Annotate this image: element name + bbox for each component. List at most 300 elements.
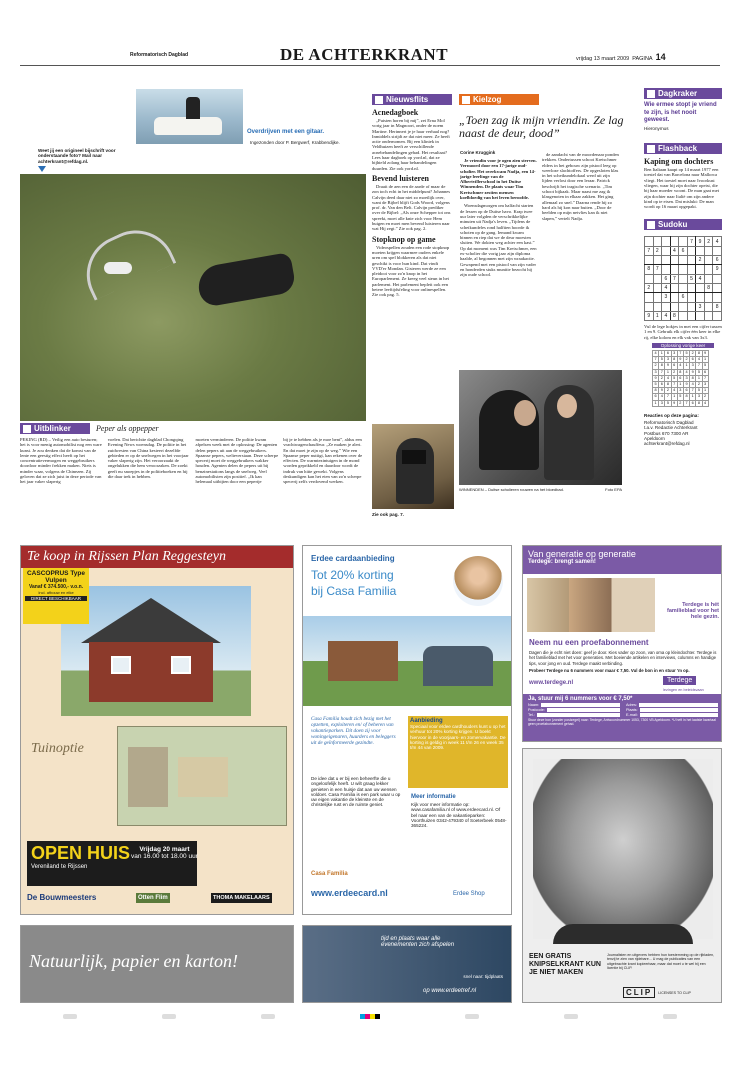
solution-cell: 3 — [696, 394, 702, 400]
solution-cell: 5 — [696, 388, 702, 394]
sudoku-cell[interactable] — [662, 246, 671, 255]
solution-cell: 7 — [659, 369, 665, 375]
sudoku-cell[interactable]: 4 — [696, 274, 705, 283]
solution-cell: 8 — [696, 400, 702, 406]
clip-logo-text: CLIP — [623, 987, 655, 998]
sudoku-cell[interactable] — [704, 246, 713, 255]
face-2 — [557, 394, 577, 418]
sudoku-cell[interactable] — [713, 274, 722, 283]
sudoku-cell[interactable] — [645, 256, 654, 265]
solution-cell: 7 — [677, 351, 683, 357]
tref-url[interactable]: op www.erdeetref.nl — [423, 988, 477, 994]
form-title: Ja, stuur mij 6 nummers voor € 7,50* — [528, 696, 633, 702]
solution-cell: 3 — [677, 388, 683, 394]
house-body — [89, 642, 213, 702]
sudoku-cell[interactable] — [653, 283, 662, 292]
price-burst — [23, 568, 89, 624]
handlebar-shape — [74, 217, 177, 300]
nieuwsflits-header — [372, 94, 452, 105]
direct-badge: DIRECT BESCHIKBAAR — [25, 596, 87, 601]
header-date — [576, 52, 666, 62]
park-photo — [303, 616, 512, 706]
form-note: Stuur deze bon (zonder postzegel) naar: Terdege, Antwoordnummer 1053, 7300 VB Apeldoorn. *U heft in het laatste kwartaal geen proefabonnement gehad. — [528, 718, 716, 726]
reader-note: Weet jij een origineel bijschrift voor onderstaande foto? Mail naar achterkrant@refdag.nl. — [38, 148, 116, 164]
solution-cell: 5 — [659, 357, 665, 363]
page-number: 14 — [655, 52, 666, 62]
sudoku-cell[interactable]: 2 — [696, 256, 705, 265]
ad-papier[interactable] — [20, 925, 294, 1003]
girl-photo — [453, 556, 503, 606]
reg-mark — [162, 1014, 176, 1019]
face-1 — [514, 400, 536, 426]
house-window-2 — [171, 656, 191, 674]
solution-cell: 1 — [690, 394, 696, 400]
house-roof — [81, 598, 221, 643]
time: van 16.00 tot 18.00 uur — [131, 853, 198, 860]
solution-cell: 4 — [659, 394, 665, 400]
sudoku-cell[interactable]: 7 — [653, 265, 662, 274]
terdege-banner — [523, 546, 722, 574]
reg-mark — [564, 1014, 578, 1019]
solution-cell: 1 — [696, 375, 702, 381]
sudoku-cell[interactable] — [687, 293, 696, 302]
price: Vanaf € 374.500,- v.o.n. — [28, 584, 84, 590]
sudoku-cell[interactable]: 4 — [670, 246, 679, 255]
uitblinker-header — [20, 423, 90, 434]
type-title: CASCOPRUS Type Vulpen — [26, 570, 86, 584]
sudoku-cell[interactable]: 1 — [653, 311, 662, 320]
triangle-icon — [38, 166, 46, 172]
box-icon — [23, 425, 31, 433]
sudoku-cell[interactable]: 6 — [679, 293, 688, 302]
terdege-url[interactable]: www.terdege.nl — [529, 680, 574, 686]
open-huis-title: OPEN HUIS — [31, 843, 131, 863]
sudoku-cell[interactable]: 4 — [662, 311, 671, 320]
solution-cell: 5 — [665, 400, 671, 406]
house-window — [111, 656, 131, 674]
form-field[interactable] — [528, 713, 620, 717]
nieuwsflits-column — [372, 94, 452, 298]
erdee-headline-2: bij Casa Familia — [311, 584, 397, 598]
color-bar — [360, 1014, 380, 1019]
sudoku-cell[interactable] — [704, 265, 713, 274]
sudoku-cell[interactable] — [670, 283, 679, 292]
solution-cell: 9 — [702, 351, 708, 357]
sudoku-cell[interactable] — [670, 293, 679, 302]
dagkraker-quote: Wie ermee stopt je vriend te zijn, is het nooit geweest. — [644, 102, 717, 124]
photographer-figure — [396, 438, 434, 504]
sudoku-cell[interactable] — [687, 311, 696, 320]
uitblinker-head — [20, 423, 366, 434]
solution-cell: 4 — [696, 357, 702, 363]
ad-clip[interactable] — [522, 748, 722, 1003]
form-field[interactable] — [528, 703, 620, 707]
form-field-label: Adres: — [626, 703, 637, 707]
page-label: PAGINA — [632, 56, 653, 62]
sudoku-cell[interactable] — [670, 302, 679, 311]
sudoku-cell[interactable] — [653, 237, 662, 246]
sudoku-cell[interactable] — [696, 283, 705, 292]
uitblinker-row — [20, 423, 366, 434]
sudoku-cell[interactable] — [704, 274, 713, 283]
sudoku-cell[interactable] — [687, 302, 696, 311]
sudoku-cell[interactable] — [662, 265, 671, 274]
solution-cell: 8 — [665, 381, 671, 387]
sudoku-cell[interactable] — [687, 283, 696, 292]
grip-shape — [104, 262, 132, 274]
flashback-title: Kaping om dochters — [644, 157, 714, 167]
kielzog-header — [459, 94, 539, 105]
solution-cell: 8 — [690, 375, 696, 381]
sudoku-cell[interactable] — [713, 311, 722, 320]
solution-cell: 4 — [702, 400, 708, 406]
sudoku-cell[interactable]: 6 — [679, 246, 688, 255]
nieuwsflits-label: Nieuwsflits — [386, 95, 429, 104]
sudoku-cell[interactable] — [679, 302, 688, 311]
sudoku-cell[interactable] — [670, 256, 679, 265]
rijssen-banner: Te koop in Rijssen Plan Reggesteyn — [21, 546, 294, 568]
terdege-banner-1: Van generatie op generatie — [528, 549, 636, 559]
solution-cell: 4 — [653, 351, 659, 357]
uitblinker-col-1: PEKING (RD) – Veilig een auto besturen; het is voor menig automobilist nog een ware kunst. Je zou denken dat de komst van de lente een geestig effect heeft op het concentratievermogen en weggebruikers doordoor minder frekken maken. Niets is minder waar, volgens de Chinezen. Zij geloven dat ze zich juist in deze periode van het jaar vaker slaperig — [20, 437, 102, 485]
sudoku-cell[interactable] — [679, 237, 688, 246]
solution-cell: 8 — [659, 363, 665, 369]
solution-cell: 4 — [683, 369, 689, 375]
form-field[interactable] — [626, 703, 718, 707]
sudoku-cell[interactable] — [645, 293, 654, 302]
sudoku-cell[interactable]: 8 — [670, 311, 679, 320]
solution-cell: 1 — [702, 357, 708, 363]
solution-cell: 9 — [659, 388, 665, 394]
sudoku-cell[interactable]: 8 — [704, 283, 713, 292]
sudoku-cell[interactable] — [704, 256, 713, 265]
solution-cell: 2 — [683, 357, 689, 363]
solution-cell: 9 — [653, 375, 659, 381]
sudoku-cell[interactable] — [653, 293, 662, 302]
sudoku-cell[interactable] — [679, 311, 688, 320]
solution-cell: 2 — [671, 369, 677, 375]
flashback-header — [644, 143, 722, 154]
camera-shape — [402, 450, 426, 464]
sudoku-cell[interactable]: 2 — [653, 246, 662, 255]
solution-cell: 6 — [683, 388, 689, 394]
solution-cell: 2 — [653, 363, 659, 369]
casa-logo: Casa Familia — [311, 871, 348, 877]
sudoku-cell[interactable]: 9 — [713, 265, 722, 274]
erdee-headline-1: Tot 20% korting — [311, 568, 394, 582]
erdee-shop: Erdee Shop — [453, 891, 485, 897]
form-field-input[interactable] — [547, 708, 620, 712]
uitblinker-col-4: bij je te hebben als je moe bent”, aldus een vrachtwagenchauffeur. „Ze maken je alert. En dat moet je zijn op de weg.” Wie een Spaanse peper nuttigt, kan rekenen over de effecten. De warmtezintuigen in de mond worden geprikkeld en daardoor wordt de indruk van hitte gewekt. Volgens deskundigen kan het eten van zo'n scherpe specerij zelfs verdovend werken. — [283, 437, 363, 485]
reacties-label: Reacties op deze pagina: — [644, 412, 699, 418]
solution-cell: 9 — [683, 381, 689, 387]
terdege-logo-sub: lezingen en beleidsvaan — [663, 688, 704, 692]
sudoku-cell[interactable]: 8 — [645, 265, 654, 274]
solution-cell: 4 — [690, 381, 696, 387]
proef-price: Probeer Terdege nu 6 nummers voor maar € 7,50. Vul de bon in en stuur 'm op. — [529, 668, 690, 673]
kielzog-col-2 — [542, 152, 619, 370]
solution-cell: 5 — [683, 351, 689, 357]
solution-cell: 1 — [683, 363, 689, 369]
solution-cell: 1 — [677, 381, 683, 387]
sudoku-cell[interactable]: 8 — [713, 302, 722, 311]
sudoku-cell[interactable] — [713, 246, 722, 255]
form-field[interactable] — [626, 713, 718, 717]
sudoku-cell[interactable] — [704, 293, 713, 302]
sudoku-cell[interactable] — [696, 293, 705, 302]
erdee-url[interactable]: www.erdeecard.nl — [311, 888, 388, 898]
sudoku-cell[interactable]: 4 — [662, 283, 671, 292]
erdee-title: Erdee cardaanbieding — [311, 554, 395, 563]
solution-cell: 8 — [671, 357, 677, 363]
uitblinker-title: Peper als oppepper — [96, 424, 159, 433]
solution-cell: 7 — [683, 400, 689, 406]
sudoku-cell[interactable] — [696, 246, 705, 255]
sudoku-cell[interactable] — [704, 311, 713, 320]
sudoku-cell[interactable] — [653, 256, 662, 265]
clip-body: Journalisten en uitgevers hebben hun toestemming op de rijbladen, tenzij te zien van rijdebare... U mag de publicaties van een uitgebrachte krant kopieerbaar, maar dat moet u te wel bij een licentie bij CLIP. — [607, 953, 715, 971]
sudoku-cell[interactable] — [704, 302, 713, 311]
solution-cell: 2 — [696, 381, 702, 387]
logo-thoma: THOMA MAKELAARS — [213, 895, 270, 901]
sudoku-cell[interactable] — [645, 237, 654, 246]
form-field[interactable] — [626, 708, 718, 712]
box-icon — [375, 96, 383, 104]
photo-caption-body: Ingezonden door P. Bergwerf, Krabbendijke. — [250, 140, 340, 145]
nieuwsflits-body-1: „Puisten horen bij mij”, zei Erna Mol vorig jaar in Magnoort, onder de noem Martine. Herinnert je je haar verhaal nog? Inmiddels strijdt ze dat niet meer. Ze heeft actie ondernomen. Bij een kliniek in Veldhuizen heeft ze verschillende acnebehandelingen gehad. Het resultaat? Lees haar dagboek op yord.nl, dat ze bijhield zolang haar behandelingen duurden. Zie ook yord.nl. — [372, 118, 450, 171]
solution-cell: 1 — [702, 388, 708, 394]
proef-title: Neem nu een proefabonnement — [529, 638, 649, 647]
solution-cell: 6 — [690, 400, 696, 406]
box-icon — [462, 96, 470, 104]
sudoku-cell[interactable] — [645, 274, 654, 283]
box-icon — [647, 145, 655, 153]
solution-cell: 3 — [702, 381, 708, 387]
sudoku-solution — [652, 350, 709, 407]
sudoku-cell[interactable]: 9 — [645, 311, 654, 320]
sudoku-cell[interactable]: 6 — [713, 256, 722, 265]
solution-cell: 4 — [677, 363, 683, 369]
sudoku-label: Sudoku — [658, 220, 688, 230]
erdee-intro: Casa Familia houdt zich bezig met het opzetten, exploiteren en/ of beheren van vakantieparken. Dit doen zij voor woningeigenaren, huurders en beleggers uit de geïnformeerde gezindte. — [311, 716, 396, 747]
garden-plan — [117, 726, 287, 826]
solution-cell: 1 — [671, 394, 677, 400]
box-icon — [647, 90, 655, 98]
sudoku-cell[interactable]: 3 — [662, 293, 671, 302]
tref-small: snel naar: tijdplaats — [463, 974, 503, 979]
solution-cell: 6 — [702, 369, 708, 375]
sudoku-cell[interactable] — [653, 302, 662, 311]
solution-cell: 3 — [659, 400, 665, 406]
solution-label: Oplossing vorige keer — [652, 343, 714, 348]
terdege-side: Terdege is hét familieblad voor het hele gezin. — [667, 602, 719, 620]
solution-cell: 3 — [653, 369, 659, 375]
sudoku-cell[interactable]: 5 — [687, 274, 696, 283]
sudoku-cell[interactable] — [713, 293, 722, 302]
sudoku-cell[interactable]: 7 — [670, 274, 679, 283]
dagkraker-label: Dagkraker — [658, 89, 698, 98]
sudoku-grid[interactable] — [644, 236, 722, 321]
tuinoptie-label: Tuinoptie — [31, 741, 84, 756]
sudoku-cell[interactable] — [653, 274, 662, 283]
solution-cell: 8 — [677, 369, 683, 375]
solution-cell: 3 — [683, 375, 689, 381]
sudoku-cell[interactable]: 3 — [696, 302, 705, 311]
sudoku-cell[interactable]: 4 — [713, 237, 722, 246]
cabin — [328, 641, 398, 681]
section-title: DE ACHTERKRANT — [280, 45, 449, 64]
sudoku-cell[interactable] — [687, 265, 696, 274]
solution-cell: 1 — [665, 369, 671, 375]
solution-cell: 7 — [690, 388, 696, 394]
uitblinker-col-3: moeten verminderen. De politie kwam afpelsen week met de oplossing: De agenten delen pepers uit aan de weggebruikers. Spaanse pepers, welteverstaan. Deze scherpe specerij moet de weggebruikers wakker houden. Agenten delen de pepers uit bij benzinestations langs de snelweg. Veel automobilisten zijn positief. „Ik kan helemaal uitbijten door een pepertje — [195, 437, 279, 485]
sudoku-cell[interactable]: 9 — [696, 237, 705, 246]
clip-logo-sub: LICENSES TO CLIP — [658, 990, 691, 995]
paper-name: Reformatorisch Dagblad — [130, 52, 189, 58]
right-column — [644, 88, 722, 446]
form-field-label: Postcode: — [528, 708, 545, 712]
sudoku-cell[interactable]: 6 — [662, 274, 671, 283]
sudoku-cell[interactable] — [696, 265, 705, 274]
form-field-input[interactable] — [639, 703, 718, 707]
mourning-caption-text: WINNENDEN – Duitse scholieren rouwen na het bloedbad. — [459, 487, 564, 492]
nieuwsflits-body-3: Videospellen zouden een rode stopknop moeten krijgen waarmee ouders enkele uren om spel blokkeren als dat niet geschikt is voor hun kind. Dat vindt VVD'er Mondan. Gisteren werde ze een pleidooi voor zo'n knop in het Europarlement. Ze kreeg veel steun in het parlement. Het parlement bepleit ook een betere leeftijdsfeling voor onlinespellen. Zie ook pag. 5. — [372, 244, 450, 298]
erdee-offer-box — [408, 716, 508, 788]
solution-cell: 5 — [671, 375, 677, 381]
ad-erdee-tref[interactable] — [302, 925, 512, 1003]
form-field-label: Plaats: — [626, 708, 638, 712]
sudoku-cell[interactable] — [687, 246, 696, 255]
solution-cell: 6 — [690, 357, 696, 363]
box-icon — [647, 221, 655, 229]
solution-cell: 7 — [696, 363, 702, 369]
magazine-covers — [527, 578, 655, 632]
photo-caption-title: Overdrijven met een gitaar. — [247, 129, 325, 135]
solution-cell: 4 — [665, 375, 671, 381]
solution-cell: 8 — [653, 388, 659, 394]
uitblinker-col-2: voelen. Dat berichtte dagblad Chongqing Evening News woensdag. De politie in het zuidwesten van China kesteert dezelfde gebieden er op de snelwegen in het voorjaar vaker slaperig zijn. Het veroorzaakt de ongelukken die hem veroorzaken. De zoekt geeft nu snoepjes in de politieboeken en hij die daar trek in hebben. — [107, 437, 189, 480]
form-field-input[interactable] — [537, 713, 620, 717]
sudoku-cell[interactable] — [662, 237, 671, 246]
solution-cell: 3 — [665, 357, 671, 363]
solution-cell: 2 — [677, 400, 683, 406]
kielzog-label: Kielzog — [473, 95, 502, 104]
sudoku-cell[interactable]: 2 — [704, 237, 713, 246]
solution-cell: 8 — [696, 351, 702, 357]
solution-cell: 6 — [659, 381, 665, 387]
page-header — [20, 44, 720, 66]
terdege-banner-2: Terdege: brengt samen! — [528, 559, 596, 565]
terdege-logo — [663, 676, 696, 685]
sudoku-cell[interactable] — [670, 237, 679, 246]
house-image — [61, 586, 251, 716]
kielzog-body-2: de aandacht van de moordenaar ponden trekken. Ondertussen schoot Kretschmer elders in het gebouw zijn pistool leeg op weerloze slachtoffers. De opgeslоten klas in het scheikundelokaal werd uit zijn lijden verlost door een leraar. Patrick beschrijft het tragische scenario. „Tim schoot bijkaak. Maar naast me zag ik klasgenoten in elkaar zakken. Het ging allemaal zo snel.” Daarna rende hij zo hard als hij kon naar buiten. „Door de beelden op mijn netvlies kan ik niet slapen,” vertelt Nadja. — [542, 152, 619, 221]
sudoku-cell[interactable] — [662, 256, 671, 265]
sudoku-cell[interactable] — [679, 265, 688, 274]
form-field[interactable] — [528, 708, 620, 712]
kielzog-intro: Je vriendin voor je ogen zien sterven. Vermoord door een 17-jarige oud-scholier. Het overkwam Nadja, een 14-jarige leerlinge van de Albertvillerschool in het Duitse Winnenden. De plaats waar Tim Kretschmer zestien mensen koelbloedig van het leven beroofde. — [460, 158, 537, 201]
form-field-input[interactable] — [640, 713, 718, 717]
sudoku-cell[interactable] — [713, 283, 722, 292]
kielzog-byline: Corine Kruggink — [460, 150, 496, 155]
man-shoulders — [553, 924, 693, 944]
dagkraker-source: Hieronymus — [644, 125, 669, 131]
price-note: Incl. afbouw en elke — [38, 590, 74, 595]
tref-text: tijd en plaats waar alle evenementen zich afspelen — [381, 936, 455, 948]
nieuwsflits-title-2: Bevend luisteren — [372, 173, 429, 183]
bicycle-photo — [20, 174, 366, 421]
nieuwsflits-title-1: Acnedagboek — [372, 108, 419, 117]
sudoku-cell[interactable] — [670, 265, 679, 274]
boat-photo — [136, 89, 243, 144]
man-figure — [186, 97, 200, 119]
ad-erdee[interactable] — [302, 545, 512, 915]
solution-cell: 8 — [683, 394, 689, 400]
ad-rijssen[interactable] — [20, 545, 294, 915]
sudoku-cell[interactable]: 2 — [645, 283, 654, 292]
uitblinker-label: Uitblinker — [34, 424, 71, 433]
terdege-form[interactable] — [523, 694, 722, 742]
sudoku-cell[interactable] — [687, 256, 696, 265]
open-huis-date — [131, 846, 198, 860]
solution-cell: 7 — [653, 357, 659, 363]
date-text: vrijdag 13 maart 2009 — [576, 56, 630, 62]
kielzog-col-1 — [460, 158, 537, 368]
solution-cell: 6 — [677, 375, 683, 381]
form-field-label: E-mail: — [626, 713, 638, 717]
sudoku-cell[interactable] — [645, 302, 654, 311]
solution-cell: 6 — [665, 351, 671, 357]
solution-cell: 3 — [671, 351, 677, 357]
proef-body: Dagen die je echt niet doen: geef je door. Kies vader op zoon, van oma op kleindochter. Terdege is het familieblad met het voor generaties. Met boeiende artikelen en interviews, columns en handige tips, voor jong en oud. Terdege maakt verbinding. — [529, 650, 717, 666]
sudoku-cell[interactable] — [679, 274, 688, 283]
mourning-caption — [459, 487, 622, 492]
form-fields — [528, 703, 718, 717]
dagkraker-header — [644, 88, 722, 99]
solution-cell: 1 — [659, 351, 665, 357]
solution-cell: 7 — [665, 394, 671, 400]
terdege-logo-text: Terdege — [667, 677, 693, 684]
sudoku-cell[interactable]: 7 — [687, 237, 696, 246]
plan-terrace — [178, 757, 228, 797]
ad-terdege[interactable] — [522, 545, 722, 742]
sudoku-cell[interactable] — [696, 311, 705, 320]
offer-title: Aanbieding — [410, 718, 443, 724]
form-field-input[interactable] — [541, 703, 620, 707]
sudoku-cell[interactable] — [679, 256, 688, 265]
solution-cell: 5 — [696, 369, 702, 375]
photographer-photo — [372, 424, 454, 509]
sudoku-header — [644, 219, 722, 230]
more-body: Kijk voor meer informatie op: www.casafamilia.nl of www.erdeecard.nl. Of bel naar een van de vakantieparken: Voorthuizen 0342-479340 of Soeterbeek 0548-365224. — [411, 802, 507, 829]
registration-marks — [20, 1012, 720, 1020]
sudoku-cell[interactable] — [662, 302, 671, 311]
sudoku-cell[interactable]: 7 — [645, 246, 654, 255]
sudoku-cell[interactable] — [679, 283, 688, 292]
form-field-label: Tel.: — [528, 713, 535, 717]
solution-cell: 4 — [671, 388, 677, 394]
form-field-input[interactable] — [640, 708, 718, 712]
solution-cell: 3 — [690, 363, 696, 369]
papier-text: Natuurlijk, papier en karton! — [29, 951, 238, 971]
solution-cell: 2 — [690, 351, 696, 357]
reg-mark — [63, 1014, 77, 1019]
logo-bouwmeesters: De Bouwmeesters — [27, 893, 97, 902]
reg-mark — [261, 1014, 275, 1019]
nieuwsflits-title-3: Stopknop op game — [372, 234, 436, 244]
reacties-address: Reformatorisch Dagblad t.a.v. Redactie Achterkrant Postbus 670 7300 AR Apeldoorn achterkrant@refdag.nl — [644, 420, 698, 447]
solution-cell: 9 — [665, 363, 671, 369]
